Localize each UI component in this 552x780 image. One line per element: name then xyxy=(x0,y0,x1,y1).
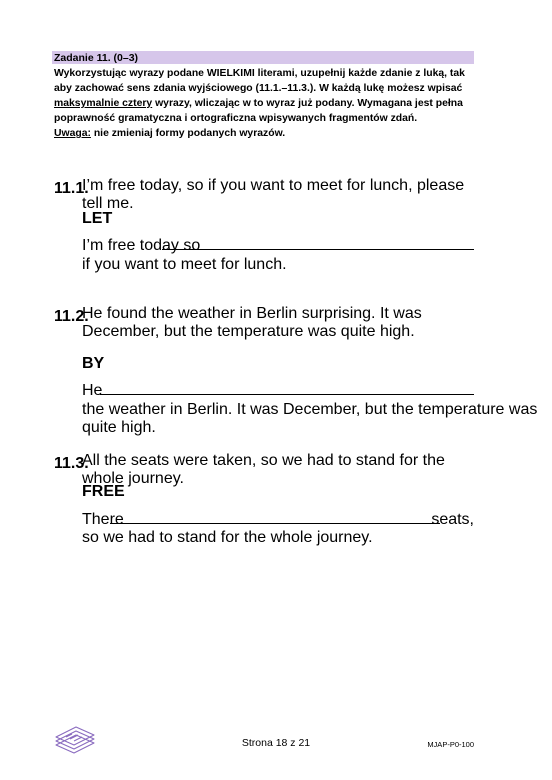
task-number: 11.2. xyxy=(54,308,89,325)
document-code: MJAP-P0-100 xyxy=(427,740,474,749)
answer-blank[interactable] xyxy=(100,394,474,395)
source-sentence: All the seats were taken, so we had to stand for the whole journey. xyxy=(82,452,445,487)
answer-line xyxy=(82,382,474,399)
answer-continuation: the weather in Berlin. It was December, but the temperature was quite high. xyxy=(82,401,538,436)
answer-blank[interactable] xyxy=(162,249,474,250)
answer-blank[interactable] xyxy=(110,523,440,524)
source-sentence: I’m free today, so if you want to meet for lunch, please tell me. xyxy=(82,177,465,212)
page-number: Strona 18 z 21 xyxy=(241,737,311,749)
instructions-text-2: wyrazy, wliczając w to wyraz już podany. Wymagana jest pełna poprawność gramatyczna i ortograficzna wpisywanych fragmentów zdań. xyxy=(54,98,463,124)
source-sentence: He found the weather in Berlin surprising. It was December, but the temperature was quite high. xyxy=(82,305,422,340)
instructions-underlined: maksymalnie cztery xyxy=(54,98,153,109)
answer-continuation: if you want to meet for lunch. xyxy=(82,256,287,273)
task-number: 11.3. xyxy=(54,455,89,472)
answer-continuation: so we had to stand for the whole journey. xyxy=(82,529,373,546)
answer-suffix: seats, xyxy=(431,511,474,528)
task-number: 11.1. xyxy=(54,180,89,197)
task-instructions xyxy=(54,66,474,141)
warning-label: Uwaga: xyxy=(54,128,91,139)
keyword: LET xyxy=(82,210,113,227)
answer-line xyxy=(82,511,474,528)
answer-prefix: I’m free today so xyxy=(82,237,201,254)
warning-text: nie zmieniaj formy podanych wyrazów. xyxy=(90,128,286,139)
answer-prefix: There xyxy=(82,511,124,528)
answer-prefix: He xyxy=(82,382,103,399)
answer-line xyxy=(82,237,474,254)
instructions-text: Wykorzystując wyrazy podane WIELKIMI literami, uzupełnij każde zdanie z luką, tak aby zachować sens zdania wyjściowego (11.1.–11.3.). W każdą lukę możesz wpisać xyxy=(54,68,465,94)
task-title: Zadanie 11. (0–3) xyxy=(54,52,139,64)
keyword: BY xyxy=(82,355,105,372)
keyword: FREE xyxy=(82,483,125,500)
